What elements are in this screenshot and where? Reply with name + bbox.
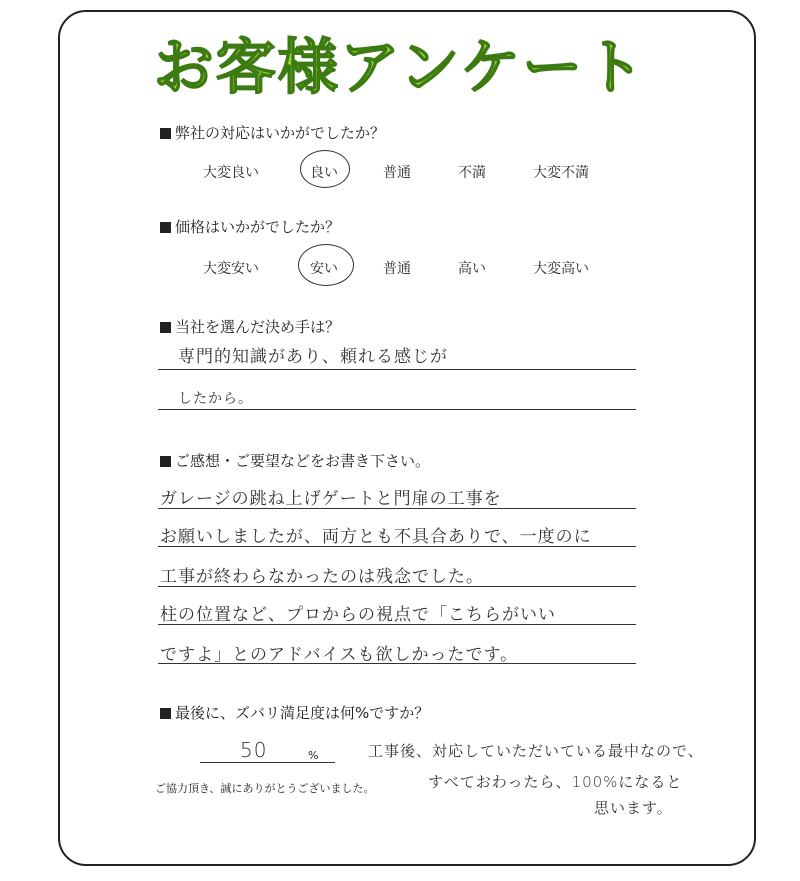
bullet-square-icon	[160, 322, 171, 333]
question-4-label: ご感想・ご要望などをお書き下さい。	[175, 452, 431, 470]
question-5-label: 最後に、ズバリ満足度は何%ですか？	[175, 704, 430, 722]
q3-answer-line-2: したから。	[178, 391, 253, 407]
answer-rule	[158, 546, 636, 547]
answer-rule	[158, 586, 636, 587]
question-2	[160, 216, 340, 237]
question-5	[160, 702, 429, 723]
bullet-square-icon	[160, 708, 171, 719]
q2-option-2[interactable]: 安い	[310, 261, 338, 277]
answer-rule	[158, 624, 636, 625]
q4-answer-line-3: 工事が終わらなかったのは残念でした。	[160, 567, 484, 587]
q3-answer-line-1: 専門的知識があり、頼れる感じが	[178, 347, 448, 367]
question-1-label: 弊社の対応はいかがでしたか？	[175, 124, 386, 142]
question-2-label: 価格はいかがでしたか？	[175, 218, 341, 236]
q4-answer-line-2: お願いしましたが、両方とも不具合ありで、一度のに	[160, 527, 592, 547]
bullet-square-icon	[160, 128, 171, 139]
answer-rule	[158, 663, 636, 664]
q4-answer-line-1: ガレージの跳ね上げゲートと門扉の工事を	[160, 489, 502, 509]
question-1	[160, 122, 385, 143]
q1-option-1[interactable]: 大変良い	[203, 165, 259, 181]
question-3-label: 当社を選んだ決め手は？	[175, 318, 341, 336]
q1-option-3[interactable]: 普通	[383, 165, 411, 181]
q1-option-4[interactable]: 不満	[458, 165, 486, 181]
survey-title: お客様アンケート	[153, 33, 647, 103]
satisfaction-rule	[200, 762, 335, 763]
q1-selection-circle	[300, 150, 350, 188]
answer-rule	[158, 508, 636, 509]
q4-answer-line-4: 柱の位置など、プロからの視点で「こちらがいい	[160, 605, 556, 625]
q2-selection-circle	[298, 244, 354, 286]
q2-option-5[interactable]: 大変高い	[533, 261, 589, 277]
q4-answer-line-5: ですよ」とのアドバイスも欲しかったです。	[160, 645, 519, 665]
question-4	[160, 450, 430, 471]
answer-rule	[158, 409, 636, 410]
q1-option-2[interactable]: 良い	[310, 165, 338, 181]
bullet-square-icon	[160, 456, 171, 467]
q2-option-1[interactable]: 大変安い	[203, 261, 259, 277]
percent-unit: %	[308, 749, 319, 762]
q5-note-line-2: すべておわったら、100%になると	[428, 773, 683, 791]
answer-rule	[158, 369, 636, 370]
q2-option-4[interactable]: 高い	[458, 261, 486, 277]
satisfaction-value: 50	[240, 738, 268, 762]
question-3	[160, 316, 340, 337]
q5-note-line-1: 工事後、対応していただいている最中なので、	[368, 742, 704, 760]
q5-note-line-3: 思います。	[594, 799, 673, 817]
footer-thanks: ご協力頂き、誠にありがとうございました。	[155, 782, 375, 795]
q2-option-3[interactable]: 普通	[383, 261, 411, 277]
q1-option-5[interactable]: 大変不満	[533, 165, 589, 181]
bullet-square-icon	[160, 222, 171, 233]
